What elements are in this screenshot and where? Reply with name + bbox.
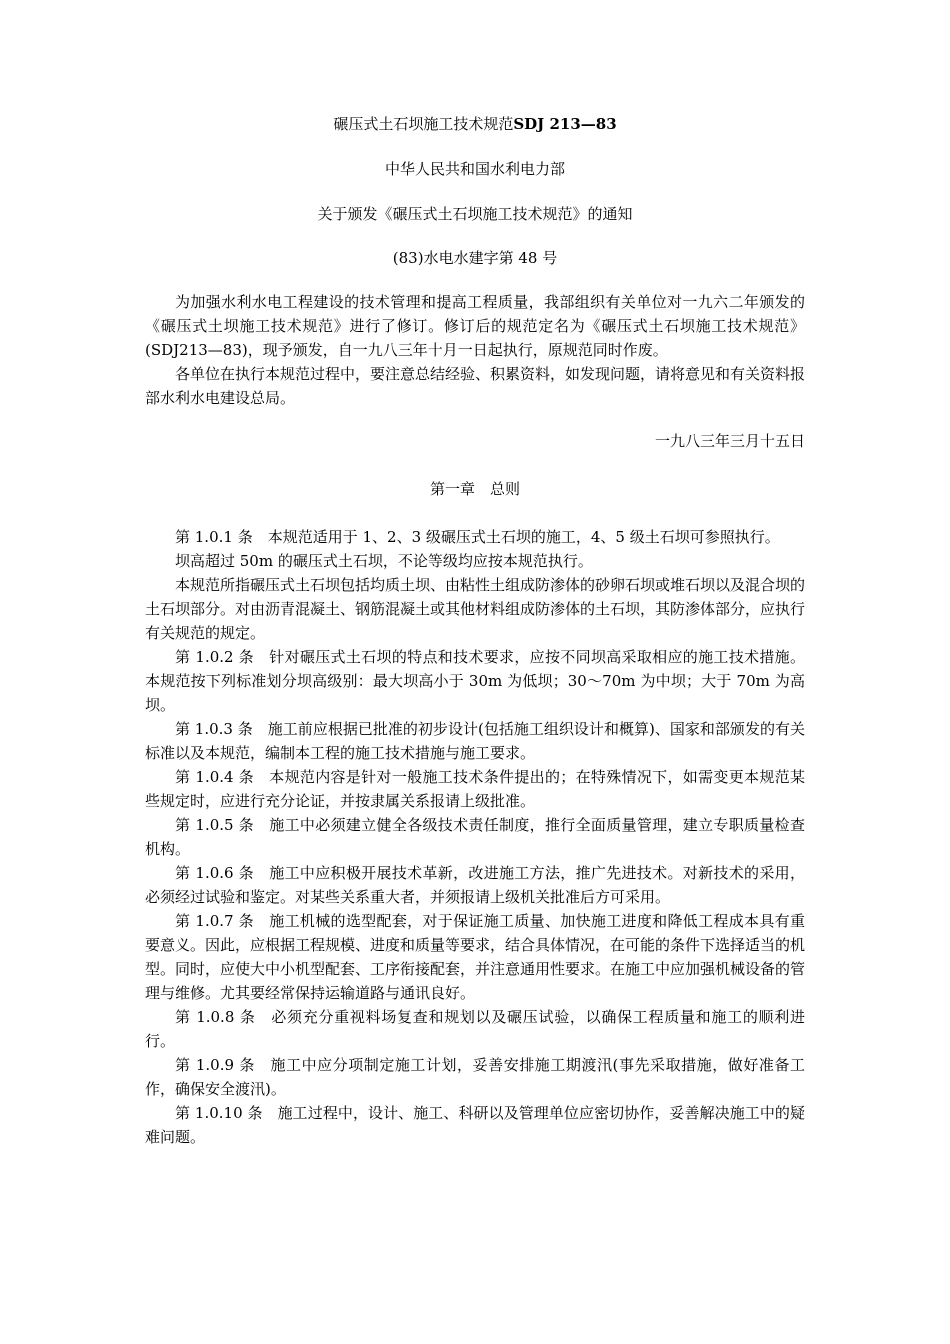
article-label: 第 1.0.1 条 <box>175 528 253 546</box>
article <box>145 645 805 717</box>
notice-paragraph: 各单位在执行本规范过程中，要注意总结经验、积累资料，如发现问题，请将意见和有关资料报部水利水电建设总局。 <box>145 365 806 407</box>
article <box>145 525 805 549</box>
chapter-heading <box>145 477 805 501</box>
chapter-number: 第一章 <box>429 480 475 498</box>
notice-title: 关于颁发《碾压式土石坝施工技术规范》的通知 <box>317 205 633 223</box>
article-label: 第 1.0.5 条 <box>175 816 254 834</box>
article-text: 施工机械的选型配套，对于保证施工质量、加快施工进度和降低工程成本具有重要意义。因此，应根据工程规模、进度和质量等要求，结合具体情况，在可能的条件下选择适当的机型。同时，应使大中小机型配套、工序衔接配套，并注意通用性要求。在施工中应加强机械设备的管理与维修。尤其要经常保持运输道路与通讯良好。 <box>145 912 806 1002</box>
article-text: 本规范所指碾压式土石坝包括均质土坝、由粘性土组成防渗体的砂卵石坝或堆石坝以及混合坝的土石坝部分。对由沥青混凝土、钢筋混凝土或其他材料组成防渗体的土石坝，其防渗体部分，应执行有关规范的规定。 <box>145 576 806 642</box>
document-title-text: 碾压式土石坝施工技术规范 <box>333 115 514 133</box>
article-text: 本规范适用于 1、2、3 级碾压式土石坝的施工，4、5 级土石坝可参照执行。 <box>267 528 780 546</box>
article-text: 坝高超过 50m 的碾压式土石坝，不论等级均应按本规范执行。 <box>175 552 593 570</box>
article-label: 第 1.0.3 条 <box>175 720 253 738</box>
article-label: 第 1.0.8 条 <box>175 1008 256 1026</box>
article-text: 本规范内容是针对一般施工技术条件提出的；在特殊情况下，如需变更本规范某些规定时，应进行充分论证，并按隶属关系报请上级批准。 <box>145 768 805 810</box>
article-text: 施工中应分项制定施工计划，妥善安排施工期渡汛(事先采取措施，做好准备工作，确保安全渡汛)。 <box>145 1056 805 1098</box>
document-title-code: SDJ 213—83 <box>513 115 617 133</box>
article <box>145 765 805 813</box>
article <box>145 1101 805 1149</box>
article-text: 施工中必须建立健全各级技术责任制度，推行全面质量管理，建立专职质量检查机构。 <box>145 816 805 858</box>
article-text: 针对碾压式土石坝的特点和技术要求，应按不同坝高采取相应的施工技术措施。本规范按下列标准划分坝高级别：最大坝高小于 30m 为低坝；30～70m 为中坝；大于 70m 为高坝。 <box>145 648 805 714</box>
article-text: 必须充分重视料场复查和规划以及碾压试验，以确保工程质量和施工的顺利进行。 <box>145 1008 805 1050</box>
notice-paragraph: 为加强水利水电工程建设的技术管理和提高工程质量，我部组织有关单位对一九六二年颁发的《碾压式土坝施工技术规范》进行了修订。修订后的规范定名为《碾压式土石坝施工技术规范》(SDJ213—83)，现予颁发，自一九八三年十月一日起执行，原规范同时作废。 <box>145 293 805 359</box>
article-label: 第 1.0.4 条 <box>175 768 254 786</box>
article-label: 第 1.0.9 条 <box>175 1056 255 1074</box>
article-text: 施工过程中，设计、施工、科研以及管理单位应密切协作，妥善解决施工中的疑难问题。 <box>145 1104 805 1146</box>
article-paragraph <box>145 549 805 573</box>
article-text: 施工中应积极开展技术革新，改进施工方法，推广先进技术。对新技术的采用，必须经过试验和鉴定。对某些关系重大者，并须报请上级机关批准后方可采用。 <box>145 864 805 906</box>
article-label: 第 1.0.6 条 <box>175 864 254 882</box>
article-label: 第 1.0.10 条 <box>175 1104 263 1122</box>
article <box>145 1053 805 1101</box>
article <box>145 1005 805 1053</box>
article-label: 第 1.0.7 条 <box>175 912 254 930</box>
article <box>145 717 805 765</box>
article-label: 第 1.0.2 条 <box>175 648 254 666</box>
document-number: (83)水电水建字第 48 号 <box>392 249 558 267</box>
article <box>145 813 805 861</box>
document-page <box>145 112 805 1149</box>
article <box>145 861 805 909</box>
document-title <box>145 112 805 136</box>
notice-date: 一九八三年三月十五日 <box>654 432 805 450</box>
issuer: 中华人民共和国水利电力部 <box>384 160 565 178</box>
article-paragraph <box>145 573 805 645</box>
article-text: 施工前应根据已批准的初步设计(包括施工组织设计和概算)、国家和部颁发的有关标准以及本规范，编制本工程的施工技术措施与施工要求。 <box>145 720 805 762</box>
article <box>145 909 805 1005</box>
chapter-title: 总则 <box>490 480 521 498</box>
